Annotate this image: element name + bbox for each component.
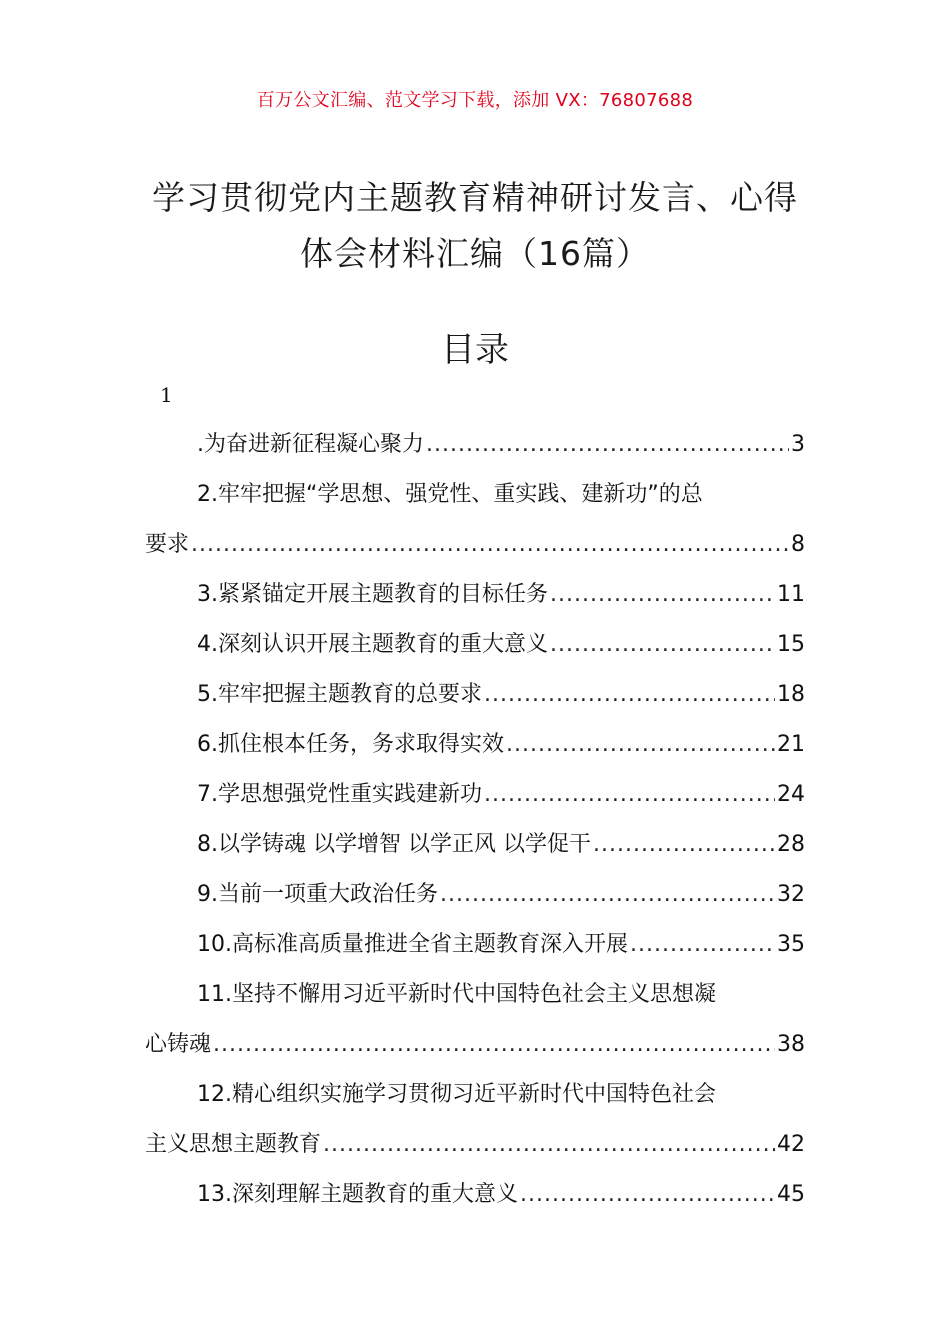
toc-heading: 目录 xyxy=(441,330,509,370)
toc-entry-title: 8.以学铸魂 以学增智 以学正风 以学促干 xyxy=(197,832,591,857)
document-title: 学习贯彻党内主题教育精神研讨发言、心得体会材料汇编（16篇） xyxy=(152,178,798,273)
toc-entry-continuation[interactable] xyxy=(145,1120,805,1170)
toc-page-number: 45 xyxy=(777,1182,805,1207)
toc-entry-continuation[interactable] xyxy=(145,1020,805,1070)
toc-entry[interactable] xyxy=(145,720,805,770)
toc-entry[interactable] xyxy=(145,770,805,820)
toc-page-number: 32 xyxy=(777,882,805,907)
toc-entry[interactable] xyxy=(145,620,805,670)
toc-page-number: 24 xyxy=(777,782,805,807)
dot-leader xyxy=(630,920,775,970)
toc-entry[interactable] xyxy=(145,970,805,1020)
toc-entry[interactable] xyxy=(145,420,805,470)
toc-entry-title-cont: 主义思想主题教育 xyxy=(145,1132,322,1157)
toc-entry-title-cont: 要求 xyxy=(145,532,190,557)
toc-entry[interactable] xyxy=(145,920,805,970)
dot-leader xyxy=(484,770,775,820)
toc-entry-title: 6.抓住根本任务，务求取得实效 xyxy=(197,732,504,757)
toc-page-number: 38 xyxy=(777,1032,805,1057)
dot-leader xyxy=(593,820,775,870)
dot-leader xyxy=(426,420,789,470)
toc-page-number: 3 xyxy=(791,432,805,457)
dot-leader xyxy=(213,1020,775,1070)
toc-entry[interactable] xyxy=(145,870,805,920)
dot-leader xyxy=(520,1170,775,1220)
toc-page-number: 28 xyxy=(777,832,805,857)
toc-entry[interactable] xyxy=(145,670,805,720)
toc-page-number: 15 xyxy=(777,632,805,657)
toc-entry-title: 5.牢牢把握主题教育的总要求 xyxy=(197,682,482,707)
toc-page-number: 8 xyxy=(791,532,805,557)
watermark-banner: 百万公文汇编、范文学习下载，添加 VX：76807688 xyxy=(256,90,694,111)
toc-entry-title: 9.当前一项重大政治任务 xyxy=(197,882,438,907)
toc-entry-title: 7.学思想强党性重实践建新功 xyxy=(197,782,482,807)
dot-leader xyxy=(440,870,775,920)
toc-entry-title: 12.精心组织实施学习贯彻习近平新时代中国特色社会 xyxy=(197,1082,716,1107)
toc-entry[interactable] xyxy=(145,470,805,520)
table-of-contents xyxy=(145,420,805,1220)
toc-entry-title: 2.牢牢把握“学思想、强党性、重实践、建新功”的总 xyxy=(197,482,703,507)
toc-entry[interactable] xyxy=(145,1170,805,1220)
toc-entry-title: 11.坚持不懈用习近平新时代中国特色社会主义思想凝 xyxy=(197,982,716,1007)
dot-leader xyxy=(191,520,789,570)
toc-page-number: 42 xyxy=(777,1132,805,1157)
toc-entry-title: 13.深刻理解主题教育的重大意义 xyxy=(197,1182,518,1207)
dot-leader xyxy=(323,1120,775,1170)
toc-page-number: 11 xyxy=(777,582,805,607)
toc-entry-title: 3.紧紧锚定开展主题教育的目标任务 xyxy=(197,582,548,607)
toc-page-number: 35 xyxy=(777,932,805,957)
dot-leader xyxy=(506,720,775,770)
toc-entry-continuation[interactable] xyxy=(145,520,805,570)
list-marker: 1 xyxy=(160,383,173,407)
toc-entry-title: .为奋进新征程凝心聚力 xyxy=(197,432,424,457)
toc-page-number: 21 xyxy=(777,732,805,757)
toc-entry[interactable] xyxy=(145,820,805,870)
toc-page-number: 18 xyxy=(777,682,805,707)
toc-entry-title: 10.高标准高质量推进全省主题教育深入开展 xyxy=(197,932,628,957)
toc-entry[interactable] xyxy=(145,570,805,620)
toc-entry-title-cont: 心铸魂 xyxy=(145,1032,212,1057)
dot-leader xyxy=(550,570,775,620)
toc-entry-title: 4.深刻认识开展主题教育的重大意义 xyxy=(197,632,548,657)
dot-leader xyxy=(484,670,775,720)
toc-entry[interactable] xyxy=(145,1070,805,1120)
dot-leader xyxy=(550,620,775,670)
